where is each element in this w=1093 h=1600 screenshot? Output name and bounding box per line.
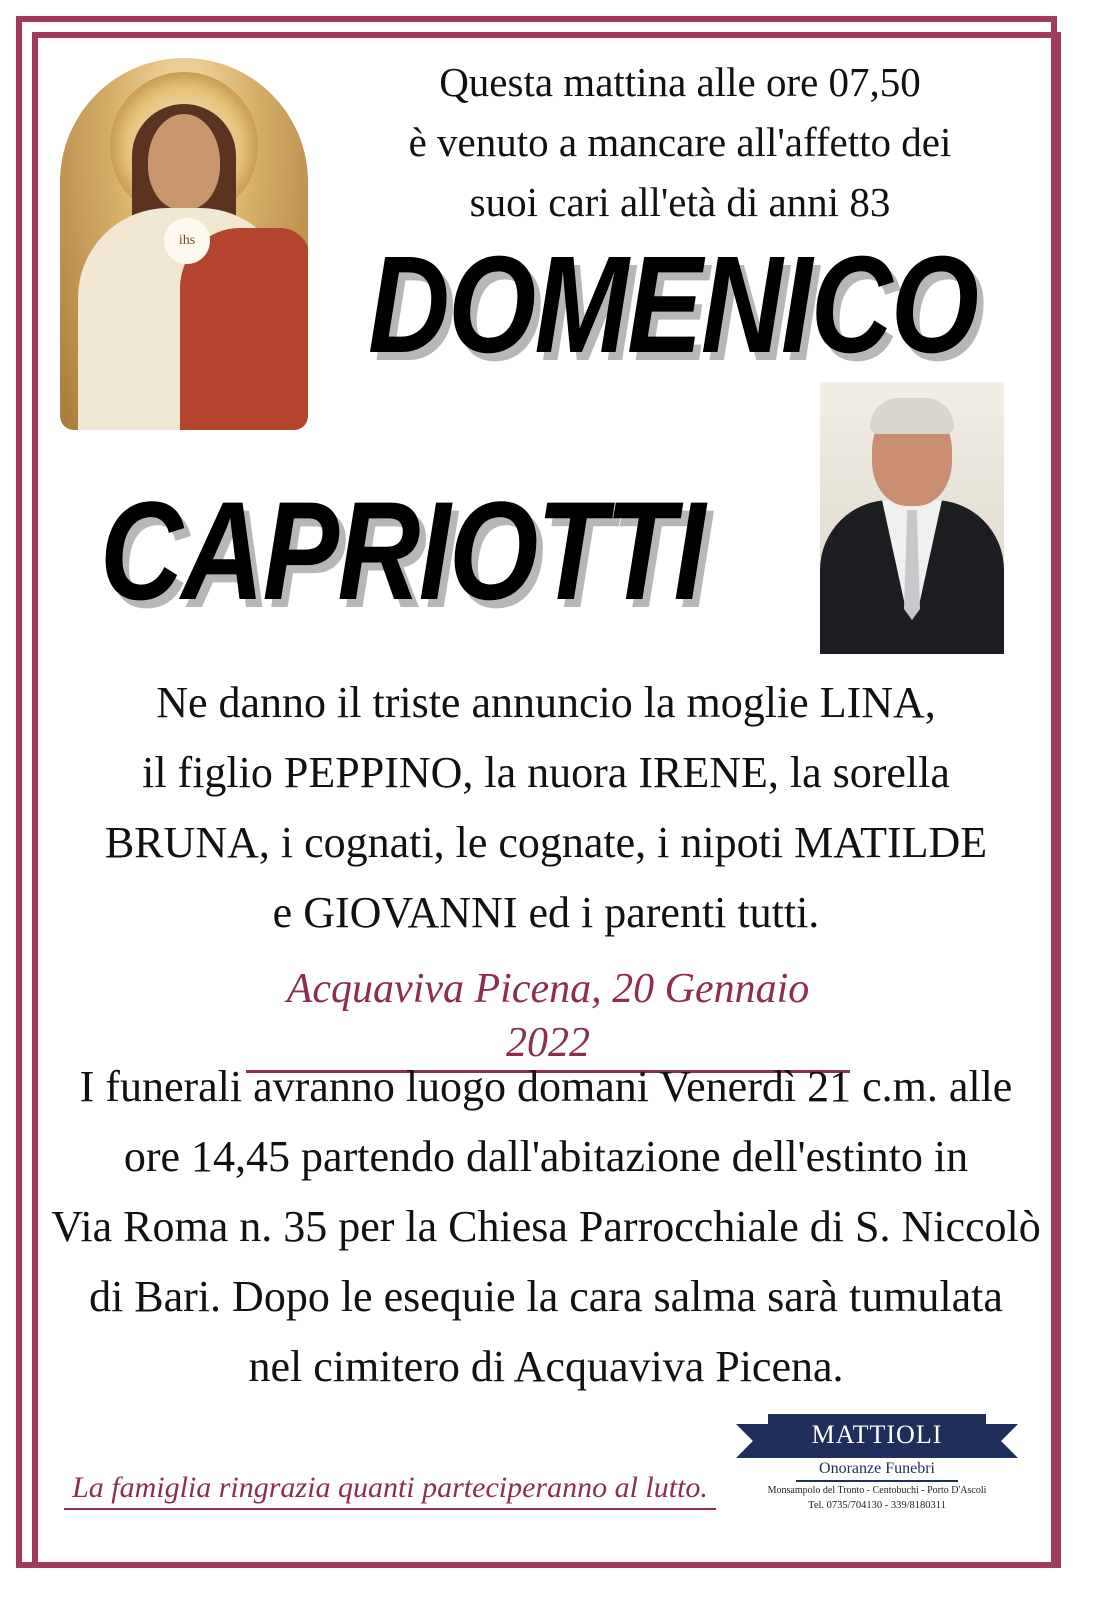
funeral-line: di Bari. Dopo le esequie la cara salma sarà tumulata	[89, 1272, 1003, 1321]
announcement-line: Ne danno il triste annuncio la moglie LINA,	[156, 678, 936, 727]
intro-line: è venuto a mancare all'affetto dei	[408, 119, 952, 165]
family-announcement	[40, 668, 1052, 948]
saint-face-shape	[148, 114, 220, 210]
announcement-line: il figlio PEPPINO, la nuora IRENE, la sorella	[142, 748, 950, 797]
photo-hair-shape	[870, 398, 954, 434]
sacred-heart-icon	[60, 58, 308, 430]
funeral-line: ore 14,45 partendo dall'abitazione dell'estinto in	[123, 1132, 969, 1181]
funeral-home-locations: Monsampolo del Tronto - Centobuchi - Porto D'Ascoli	[767, 1485, 987, 1496]
host-icon: ihs	[164, 218, 210, 264]
funeral-line: nel cimitero di Acquaviva Picena.	[248, 1342, 844, 1391]
subtitle-divider	[796, 1480, 958, 1482]
deceased-photo	[820, 382, 1004, 654]
funeral-home-phones: Tel. 0735/704130 - 339/8180311	[808, 1500, 946, 1511]
funeral-home-name: MATTIOLI	[768, 1414, 986, 1456]
funeral-home-logo	[736, 1412, 1018, 1516]
death-intro	[370, 52, 990, 232]
funeral-line: Via Roma n. 35 per la Chiesa Parrocchiale di S. Niccolò	[51, 1202, 1041, 1251]
announcement-line: e GIOVANNI ed i parenti tutti.	[272, 888, 820, 937]
family-thanks: La famiglia ringrazia quanti parteciperanno al lutto.	[64, 1468, 716, 1510]
deceased-first-name: DOMENICO	[368, 228, 978, 382]
intro-line: Questa mattina alle ore 07,50	[439, 59, 921, 105]
funeral-line: I funerali avranno luogo domani Venerdì 21 c.m. alle	[79, 1062, 1013, 1111]
intro-line: suoi cari all'età di anni 83	[469, 179, 891, 225]
funeral-home-subtitle: Onoranze Funebri	[819, 1460, 935, 1477]
place-date: Acquaviva Picena, 20 Gennaio 2022	[246, 962, 850, 1073]
funeral-details	[40, 1052, 1052, 1402]
announcement-line: BRUNA, i cognati, le cognate, i nipoti MATILDE	[104, 818, 988, 867]
deceased-last-name: CAPRIOTTI	[100, 472, 704, 629]
